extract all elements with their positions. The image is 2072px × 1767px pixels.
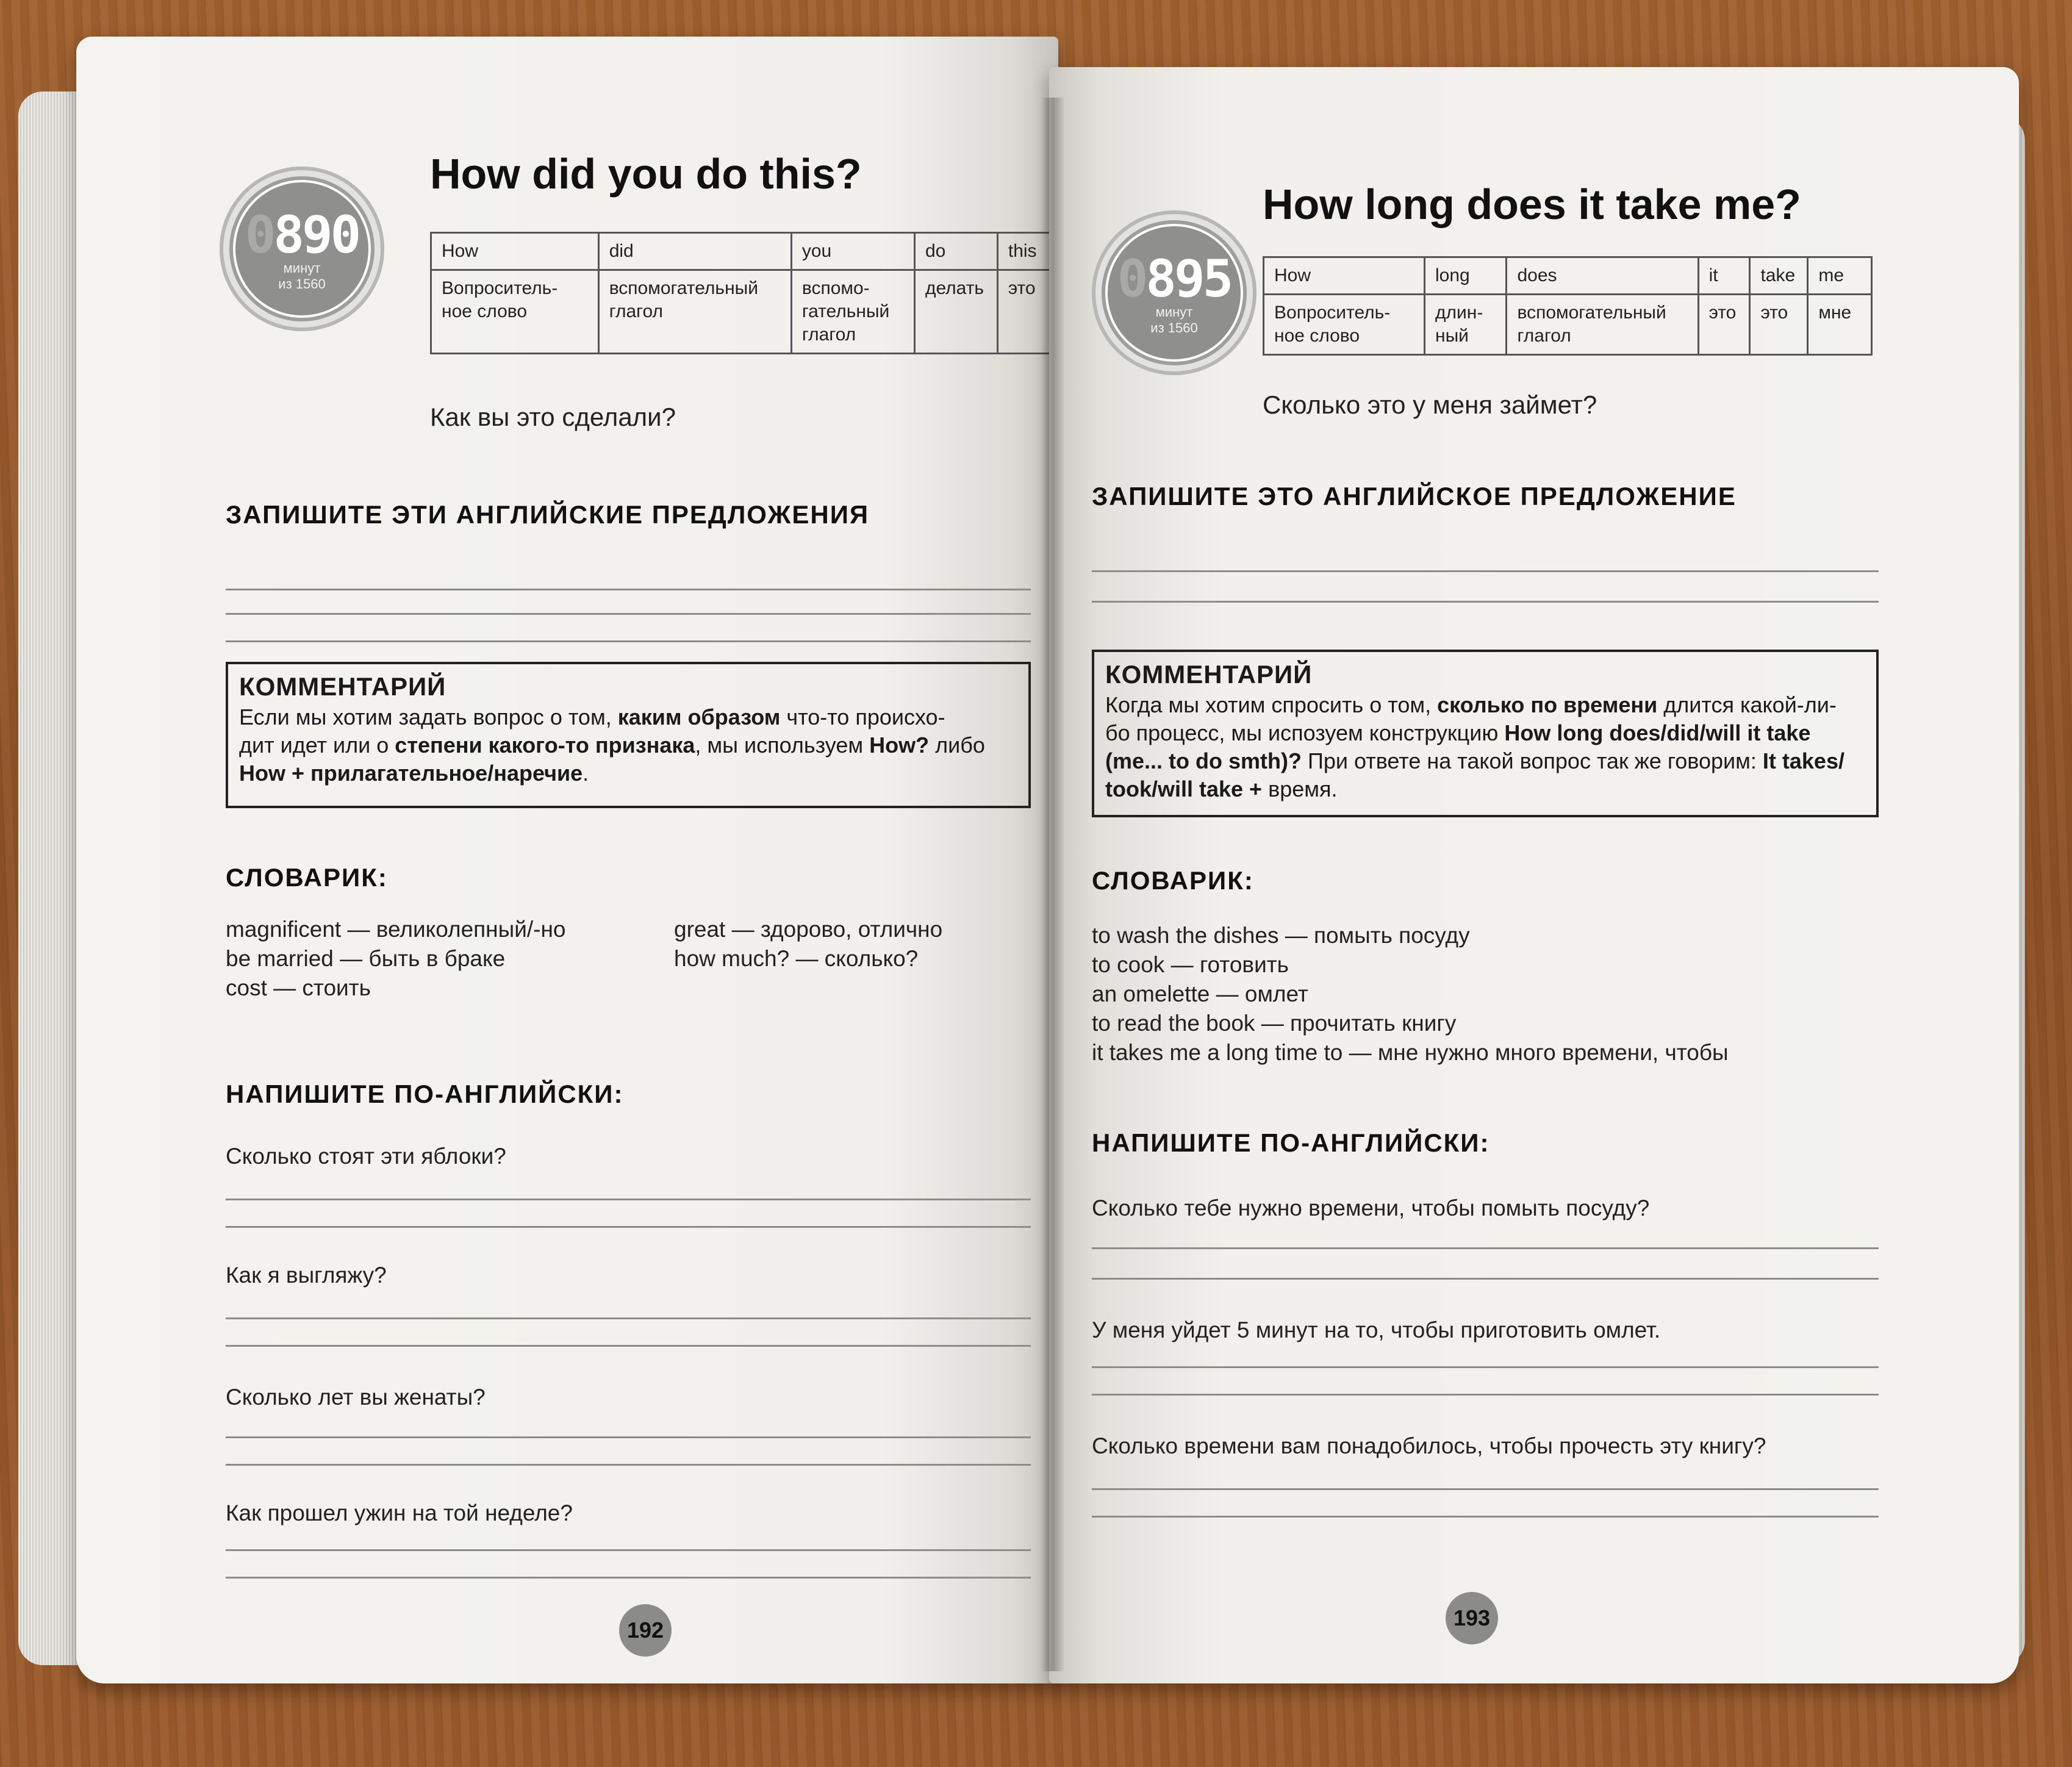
comment-heading: КОММЕНТАРИЙ xyxy=(239,672,446,701)
answer-line[interactable] xyxy=(226,1226,1031,1228)
page-title: How did you do this? xyxy=(430,150,862,198)
comment-text xyxy=(1105,692,1844,801)
table-word: take xyxy=(1750,257,1808,295)
writing-line[interactable] xyxy=(226,640,1031,642)
comment-text-part: Когда мы хотим спросить о том, xyxy=(1105,692,1438,717)
page-number: 193 xyxy=(1446,1592,1498,1644)
question-text: У меня уйдет 5 минут на то, чтобы приготовить омлет. xyxy=(1092,1317,1661,1342)
answer-line[interactable] xyxy=(226,1436,1031,1438)
badge-label-total: из 1560 xyxy=(1150,320,1198,335)
comment-bold-part: took/will take + xyxy=(1105,776,1263,801)
answer-line[interactable] xyxy=(1092,1394,1879,1396)
practice-heading: НАПИШИТЕ ПО-АНГЛИЙСКИ: xyxy=(226,1080,624,1108)
answer-line[interactable] xyxy=(226,1549,1031,1551)
comment-bold-part: (me... to do smth)? xyxy=(1105,748,1302,773)
comment-box xyxy=(1092,650,1879,817)
table-word: does xyxy=(1507,257,1698,295)
vocab-entry: to wash the dishes — помыть посуду xyxy=(1092,923,1470,948)
sentence-translation: Сколько это у меня займет? xyxy=(1263,390,1597,419)
counter-digits: 890 xyxy=(273,205,359,265)
comment-text-part: бо процесс, мы испозуем конструкцию xyxy=(1105,720,1505,745)
question-text: Сколько лет вы женаты? xyxy=(226,1385,486,1410)
vocab-entry: magnificent — великолепный/-но xyxy=(226,917,566,942)
comment-bold-part: How + прилагательное/наречие xyxy=(239,761,583,786)
question-text: Как прошел ужин на той неделе? xyxy=(226,1500,573,1525)
table-word: this xyxy=(997,233,1051,270)
answer-line[interactable] xyxy=(226,1577,1031,1579)
minutes-badge xyxy=(220,167,384,331)
practice-heading: НАПИШИТЕ ПО-АНГЛИЙСКИ: xyxy=(1092,1128,1490,1157)
comment-bold-part: сколько по времени xyxy=(1437,692,1658,717)
counter-dim-digit: 0 xyxy=(1117,249,1146,309)
table-word: How xyxy=(1264,257,1425,295)
table-translation: вспомо-гательный глагол xyxy=(791,270,914,354)
comment-heading: КОММЕНТАРИЙ xyxy=(1105,660,1313,689)
table-word: How xyxy=(431,233,599,270)
table-word: long xyxy=(1425,257,1507,295)
question-text: Сколько времени вам понадобилось, чтобы прочесть эту книгу? xyxy=(1092,1433,1766,1458)
comment-text xyxy=(239,704,985,786)
right-page xyxy=(1049,67,2019,1683)
answer-line[interactable] xyxy=(226,1317,1031,1319)
page-number: 192 xyxy=(619,1604,672,1657)
vocabulary-heading: СЛОВАРИК: xyxy=(226,863,388,892)
vocab-entry: how much? — сколько? xyxy=(674,946,919,971)
minutes-badge-face xyxy=(235,182,368,315)
comment-bold-part: How? xyxy=(869,733,930,758)
comment-text-part: время. xyxy=(1262,776,1338,801)
table-translation: это xyxy=(1750,295,1808,355)
answer-line[interactable] xyxy=(226,1345,1031,1347)
vocab-entry: to read the book — прочитать книгу xyxy=(1092,1011,1457,1036)
comment-text-part: . xyxy=(583,761,589,786)
writing-line[interactable] xyxy=(1092,601,1879,603)
vocab-entry: an omelette — омлет xyxy=(1092,981,1308,1006)
vocabulary-list xyxy=(674,915,942,973)
write-sentences-heading: ЗАПИШИТЕ ЭТИ АНГЛИЙСКИЕ ПРЕДЛОЖЕНИЯ xyxy=(226,500,870,529)
table-word: do xyxy=(914,233,997,270)
word-breakdown-table xyxy=(430,232,1052,354)
vocabulary-heading: СЛОВАРИК: xyxy=(1092,866,1254,895)
table-word: me xyxy=(1808,257,1872,295)
table-translation: вспомогательный глагол xyxy=(1507,295,1698,355)
comment-bold-part: каким образом xyxy=(617,704,781,729)
vocabulary-list xyxy=(1092,921,1729,1067)
table-word: it xyxy=(1698,257,1750,295)
table-translation: длин-ный xyxy=(1425,295,1507,355)
answer-line[interactable] xyxy=(1092,1278,1879,1280)
vocab-entry: it takes me a long time to — мне нужно много времени, чтобы xyxy=(1092,1040,1729,1065)
table-word: did xyxy=(598,233,791,270)
comment-text-part: Если мы хотим задать вопрос о том, xyxy=(239,704,618,729)
table-translation: Вопроситель-ное слово xyxy=(431,270,599,354)
comment-bold-part: степени какого-то признака xyxy=(395,733,695,758)
table-translation: это xyxy=(1698,295,1750,355)
table-word: you xyxy=(791,233,914,270)
minutes-badge xyxy=(1092,210,1256,375)
writing-line[interactable] xyxy=(226,589,1031,590)
table-translation: это xyxy=(997,270,1051,354)
table-translation: Вопроситель-ное слово xyxy=(1264,295,1425,355)
question-text: Как я выгляжу? xyxy=(226,1263,387,1288)
answer-line[interactable] xyxy=(1092,1247,1879,1249)
writing-line[interactable] xyxy=(1092,570,1879,572)
answer-line[interactable] xyxy=(1092,1488,1879,1490)
answer-line[interactable] xyxy=(226,1464,1031,1466)
comment-text-part: что-то происхо- xyxy=(780,704,945,729)
left-page xyxy=(76,37,1058,1683)
vocab-entry: be married — быть в браке xyxy=(226,946,506,971)
comment-text-part: либо xyxy=(929,733,985,758)
writing-line[interactable] xyxy=(226,613,1031,615)
question-text: Сколько тебе нужно времени, чтобы помыть посуду? xyxy=(1092,1195,1650,1220)
book-gutter-shadow xyxy=(1041,98,1065,1671)
sentence-translation: Как вы это сделали? xyxy=(430,403,676,431)
page-title: How long does it take me? xyxy=(1263,181,1801,228)
counter-dim-digit: 0 xyxy=(245,205,274,265)
badge-label-minutes: минут xyxy=(283,260,321,276)
comment-text-part: При ответе на такой вопрос так же говорим: xyxy=(1301,748,1763,773)
answer-line[interactable] xyxy=(1092,1516,1879,1518)
write-sentence-heading: ЗАПИШИТЕ ЭТО АНГЛИЙСКОЕ ПРЕДЛОЖЕНИЕ xyxy=(1092,482,1737,511)
counter-digits: 895 xyxy=(1145,249,1231,309)
vocab-entry: cost — стоить xyxy=(226,975,371,1000)
minutes-counter xyxy=(235,205,368,265)
comment-bold-part: It takes/ xyxy=(1762,748,1844,773)
comment-text-part: дит идет или о xyxy=(239,733,395,758)
table-translation: вспомогательный глагол xyxy=(598,270,791,354)
table-translation: мне xyxy=(1808,295,1872,355)
minutes-counter xyxy=(1108,249,1241,309)
comment-box xyxy=(226,662,1031,808)
comment-text-part: , мы используем xyxy=(695,733,870,758)
minutes-badge-face xyxy=(1108,226,1241,359)
comment-bold-part: How long does/did/will it take xyxy=(1504,720,1811,745)
answer-line[interactable] xyxy=(226,1199,1031,1200)
vocabulary-list xyxy=(226,915,566,1003)
vocab-entry: to cook — готовить xyxy=(1092,952,1289,977)
vocab-entry: great — здорово, отлично xyxy=(674,917,943,942)
comment-text-part: длится какой-ли- xyxy=(1657,692,1837,717)
question-text: Сколько стоят эти яблоки? xyxy=(226,1144,506,1169)
badge-label-minutes: минут xyxy=(1155,304,1193,320)
table-translation: делать xyxy=(914,270,997,354)
badge-label-total: из 1560 xyxy=(278,276,326,292)
answer-line[interactable] xyxy=(1092,1366,1879,1368)
word-breakdown-table xyxy=(1263,256,1873,356)
